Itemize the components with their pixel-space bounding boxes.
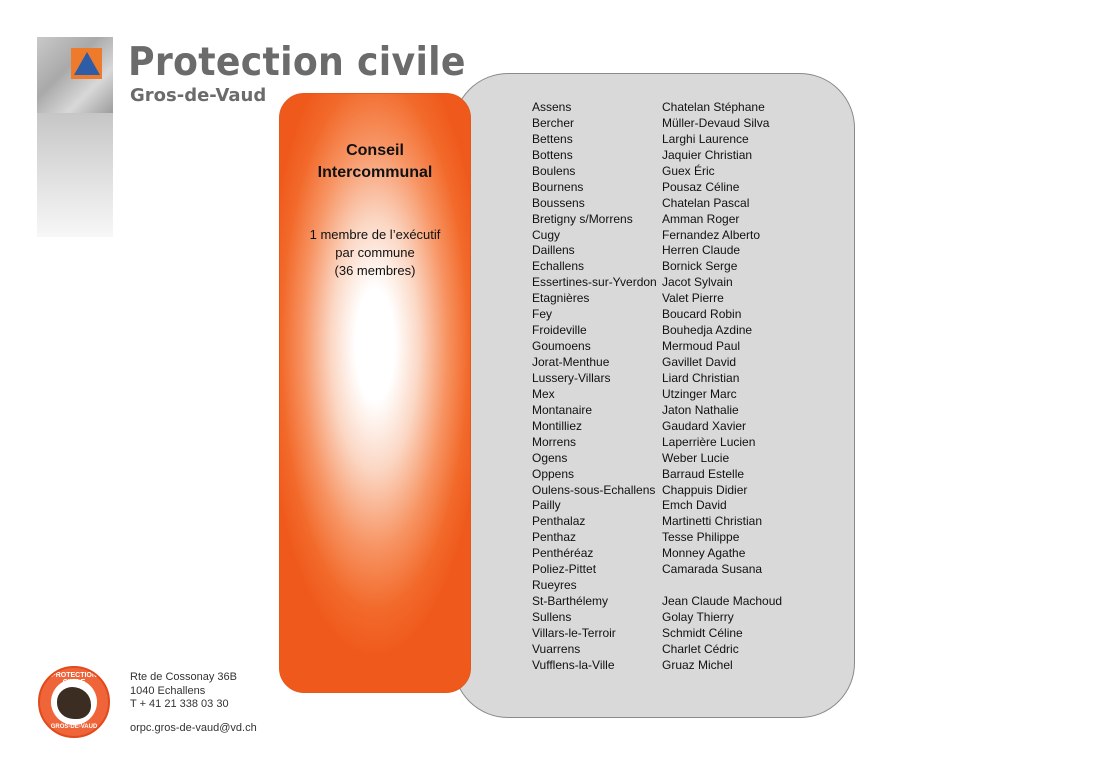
commune-name: Oulens-sous-Echallens [532, 482, 656, 497]
commune-name: Boussens [532, 195, 585, 210]
member-name: Jean Claude Machoud [662, 594, 783, 609]
members-panel [453, 73, 855, 718]
commune-name: Lussery-Villars [532, 370, 611, 385]
commune-name: Penthalaz [532, 514, 586, 529]
phone-number: T + 41 21 338 03 30 [130, 698, 229, 710]
member-name: Larghi Laurence [662, 131, 749, 146]
commune-name: Jorat-Menthue [532, 355, 610, 369]
commune-name: St-Barthélemy [532, 594, 609, 609]
member-name: Bouhedja Azdine [662, 323, 753, 338]
member-name: Martinetti Christian [662, 514, 763, 529]
logo [37, 37, 113, 237]
commune-name: Villars-le-Terroir [532, 625, 616, 640]
member-name: Jaquier Christian [662, 147, 753, 162]
member-name: Herren Claude [662, 243, 741, 258]
commune-name: Pailly [532, 498, 561, 513]
council-title [279, 140, 471, 184]
member-name: Guex Éric [662, 163, 715, 178]
blue-triangle-icon [74, 52, 100, 75]
member-name: Jacot Sylvain [662, 275, 733, 290]
commune-name: Penthéréaz [532, 546, 594, 561]
badge-text-bottom: GROS-DE-VAUD [50, 724, 98, 730]
council-description [279, 226, 471, 280]
commune-name: Cugy [532, 227, 561, 242]
commune-name: Etagnières [532, 291, 590, 306]
member-name: Charlet Cédric [662, 641, 739, 656]
member-name: Fernandez Alberto [662, 227, 761, 242]
commune-name: Bercher [532, 115, 575, 130]
commune-name: Mex [532, 386, 555, 401]
member-name: Gaudard Xavier [662, 418, 747, 433]
commune-name: Morrens [532, 434, 577, 449]
commune-name: Ogens [532, 450, 568, 465]
commune-name: Daillens [532, 243, 575, 258]
email-link[interactable]: orpc.gros-de-vaud@vd.ch [130, 722, 257, 734]
commune-name: Vuarrens [532, 641, 581, 656]
council-desc-line2: par commune [335, 245, 415, 260]
logo-grey-bar [37, 113, 113, 237]
member-name: Schmidt Céline [662, 625, 743, 640]
member-name: Weber Lucie [662, 450, 730, 465]
member-name: Gruaz Michel [662, 657, 733, 672]
commune-name: Bottens [532, 147, 573, 162]
council-title-line1: Conseil [346, 142, 404, 159]
commune-name: Boulens [532, 163, 576, 178]
address-line1: Rte de Cossonay 36B [130, 671, 238, 683]
commune-name: Penthaz [532, 530, 577, 545]
commune-name: Montanaire [532, 402, 593, 417]
member-name: Pousaz Céline [662, 179, 740, 194]
member-name: Monney Agathe [662, 546, 746, 561]
commune-name: Goumoens [532, 339, 591, 354]
commune-name: Sullens [532, 610, 572, 624]
logo-emblem [37, 37, 113, 113]
commune-name: Echallens [532, 259, 585, 274]
commune-name: Poliez-Pittet [532, 562, 597, 577]
commune-name: Essertines-sur-Yverdon [532, 275, 657, 290]
member-name: Utzinger Marc [662, 386, 737, 401]
commune-name: Assens [532, 100, 572, 114]
address [130, 671, 237, 712]
brand-title: Protection civile [128, 40, 466, 85]
member-name: Chatelan Pascal [662, 195, 750, 210]
commune-name: Vufflens-la-Ville [532, 657, 615, 672]
member-name: Boucard Robin [662, 307, 742, 322]
commune-name: Bournens [532, 179, 584, 194]
member-name: Valet Pierre [662, 291, 724, 306]
member-name: Bornick Serge [662, 259, 738, 274]
address-line2: 1040 Echallens [130, 684, 206, 697]
member-name: Chappuis Didier [662, 482, 748, 497]
commune-name: Oppens [532, 466, 575, 481]
member-name: Liard Christian [662, 370, 740, 385]
council-desc-line3: (36 membres) [334, 263, 416, 278]
member-name: Golay Thierry [662, 610, 734, 624]
member-name: Emch David [662, 498, 727, 513]
commune-name: Montilliez [532, 418, 583, 433]
member-name: Amman Roger [662, 211, 740, 226]
member-name: Barraud Estelle [662, 466, 745, 481]
commune-name: Bretigny s/Morrens [532, 211, 633, 226]
member-name: Mermoud Paul [662, 339, 741, 354]
member-name: Gavillet David [662, 355, 737, 369]
member-name: Chatelan Stéphane [662, 100, 765, 114]
member-name: Müller-Devaud Silva [662, 115, 770, 130]
badge-text-top: PROTECTION CIVILE [51, 672, 97, 686]
member-name: Laperrière Lucien [662, 434, 756, 449]
council-title-line2: Intercommunal [317, 164, 433, 181]
commune-name: Bettens [532, 131, 573, 146]
member-name: Camarada Susana [662, 562, 763, 577]
council-desc-line1: 1 membre de l’exécutif [309, 227, 441, 242]
member-name: Jaton Nathalie [662, 402, 739, 417]
badger-mascot-icon [57, 687, 91, 719]
commune-name: Froideville [532, 323, 587, 338]
member-name: Tesse Philippe [662, 530, 740, 545]
brand-subtitle: Gros-de-Vaud [130, 85, 267, 106]
commune-name: Rueyres [532, 578, 577, 593]
commune-name: Fey [532, 307, 553, 322]
protection-civile-badge-icon [38, 666, 110, 738]
